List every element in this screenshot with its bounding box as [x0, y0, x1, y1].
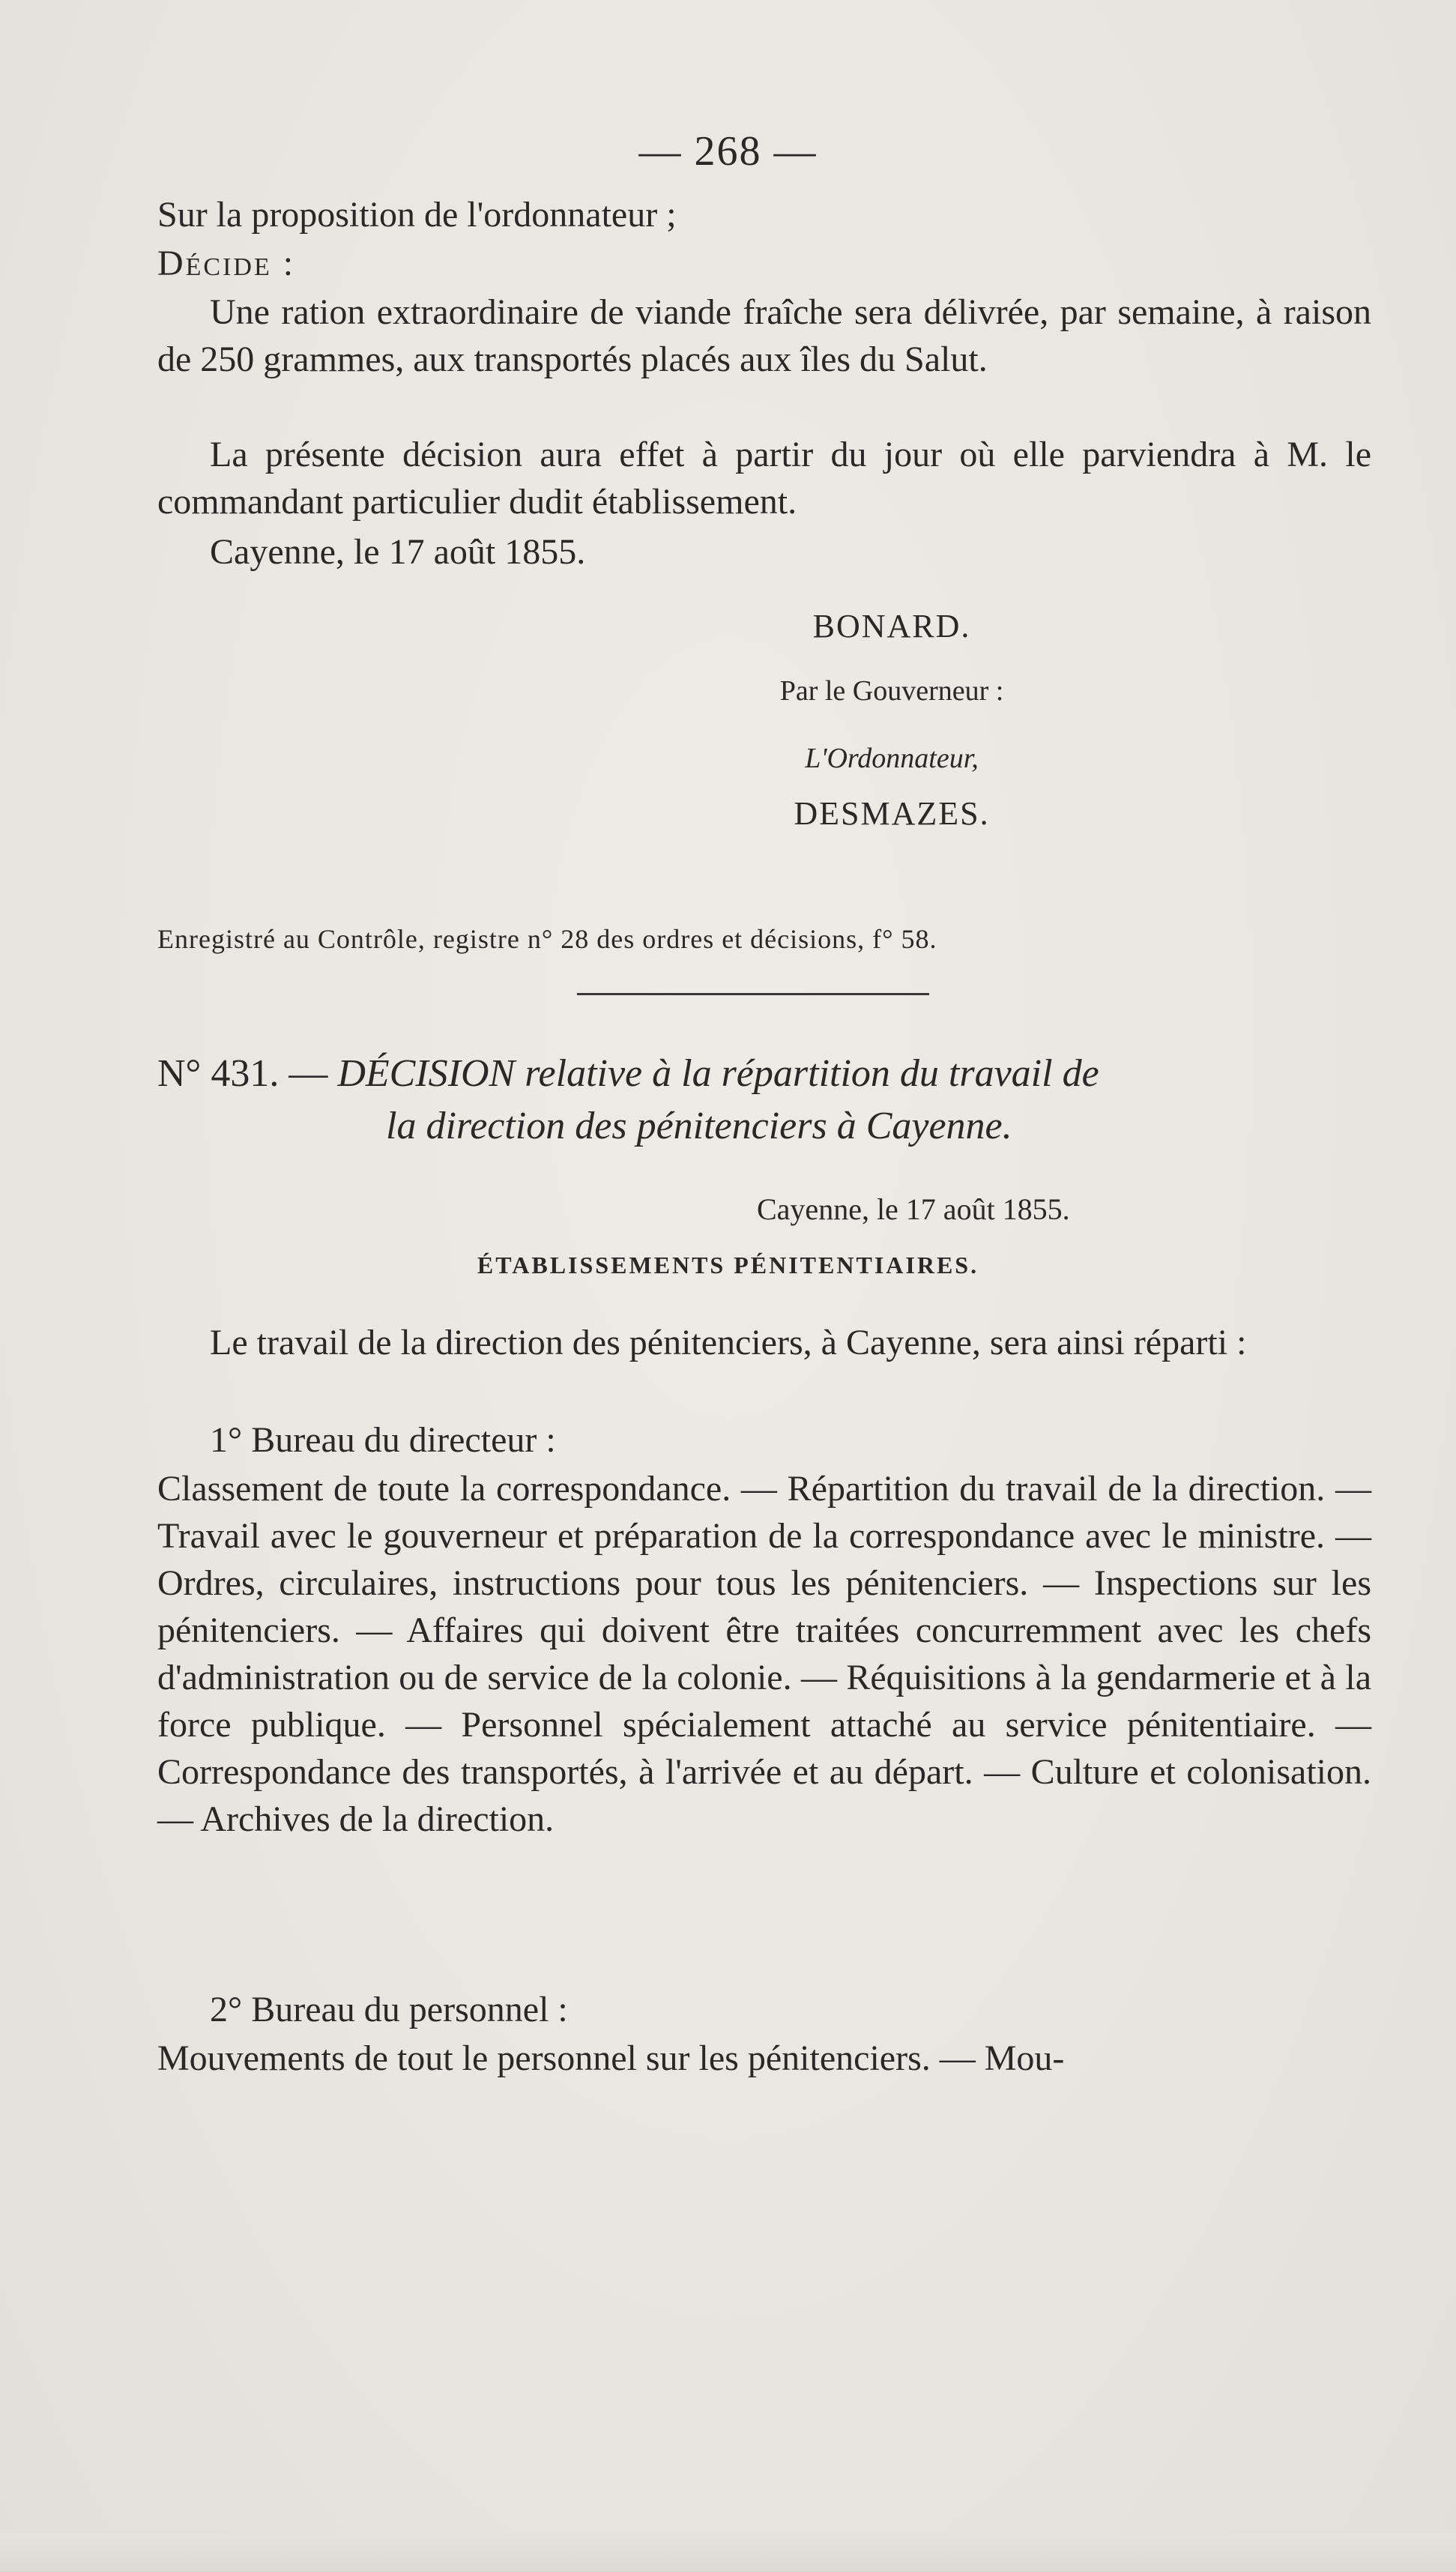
paragraph-intro: Le travail de la direction des pénitenciers, à Cayenne, sera ainsi réparti :: [210, 1323, 1247, 1362]
signature-bonard: BONARD.: [812, 608, 971, 644]
section-divider: [577, 993, 929, 995]
decision-title-line1: DÉCISION relative à la répartition du travail de: [337, 1052, 1099, 1095]
paragraph-effect: La présente décision aura effet à partir du jour où elle parviendra à M. le commandant particulier dudit établissement.: [157, 435, 1371, 522]
page-number: — 268 —: [638, 128, 818, 175]
ordonnateur-label: L'Ordonnateur,: [805, 743, 979, 774]
item2-label: 2° Bureau du personnel :: [210, 1990, 568, 2029]
signature-desmazes: DESMAZES.: [794, 795, 990, 832]
item2-text: Mouvements de tout le personnel sur les pénitenciers. — Mou-: [157, 2038, 1065, 2078]
paragraph-ration: Une ration extraordinaire de viande fraîche sera délivrée, par semaine, à raison de 250 grammes, aux transportés placés aux îles du Salut.: [157, 292, 1371, 379]
decide-label: Décide :: [157, 244, 296, 283]
par-le-gouverneur: Par le Gouverneur :: [779, 675, 1004, 707]
date-line-430: Cayenne, le 17 août 1855.: [210, 532, 586, 572]
registration-note: Enregistré au Contrôle, registre n° 28 des ordres et décisions, f° 58.: [157, 924, 937, 954]
decision-title-line2: la direction des pénitenciers à Cayenne.: [386, 1105, 1012, 1147]
date-line-431: Cayenne, le 17 août 1855.: [757, 1192, 1070, 1226]
decision-number: N° 431. —: [157, 1052, 328, 1095]
item1-text: Classement de toute la correspondance. — Répartition du travail de la direction. — Travail avec le gouverneur et préparation de la correspondance avec le ministre. — Ordres, circulaires, instructions pour tous les pénitenciers. — Inspections sur les pénitenciers. — Affaires qui doivent être traitées concurremment avec les chefs d'administration ou de service de la colonie. — Réquisitions à la gendarmerie et à la force publique. — Personnel spécialement attaché au service pénitentiaire. — Correspondance des transportés, à l'arrivée et au départ. — Culture et colonisation. — Archives de la direction.: [157, 1469, 1371, 1839]
section-heading-etablissements: ÉTABLISSEMENTS PÉNITENTIAIRES.: [477, 1252, 979, 1279]
page-bottom-edge: [0, 2533, 1456, 2572]
proposition-line: Sur la proposition de l'ordonnateur ;: [157, 195, 677, 235]
decision-431-heading: [157, 1048, 1371, 1153]
item1-label: 1° Bureau du directeur :: [210, 1420, 556, 1460]
